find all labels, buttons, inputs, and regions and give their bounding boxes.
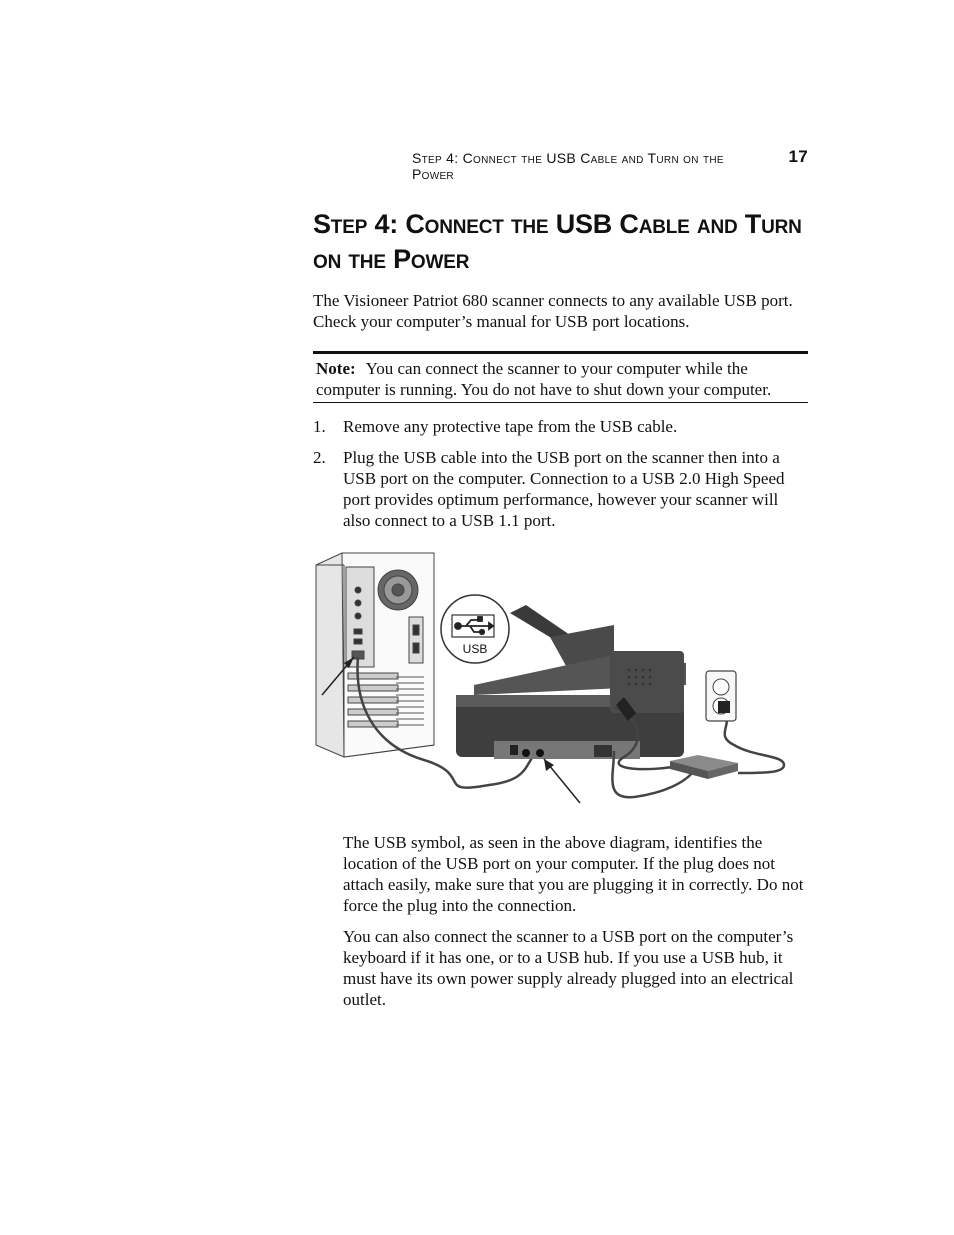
usb-label: USB: [462, 642, 488, 656]
page-number: 17: [788, 147, 808, 166]
power-adapter-icon: [670, 755, 738, 779]
intro-paragraph: The Visioneer Patriot 680 scanner connects to any available USB port. Check your computer’s manual for USB port locations.: [313, 291, 793, 331]
wall-outlet-icon: [706, 671, 736, 721]
step-number: 1.: [313, 417, 326, 436]
usb-symbol-paragraph: The USB symbol, as seen in the above diagram, identifies the location of the USB port on your computer. If the plug does not attach easily, make sure that you are plugging it in correctly. Do not force the plug into the connection.: [343, 833, 804, 915]
step-text: Remove any protective tape from the USB cable.: [343, 417, 678, 436]
running-title: Step 4: Connect the USB Cable and Turn on the Power: [412, 150, 724, 182]
note-label: Note:: [316, 359, 356, 378]
usb-symbol-callout: [441, 595, 509, 663]
step-number: 2.: [313, 448, 326, 467]
section-title: Step 4: Connect the USB Cable and Turn on the Power: [313, 209, 802, 274]
connection-diagram: [314, 545, 794, 807]
note-text: You can connect the scanner to your computer while the computer is running. You do not have to shut down your computer.: [316, 359, 772, 399]
running-header: [412, 147, 808, 182]
note-box: [313, 351, 808, 403]
step-text: Plug the USB cable into the USB port on the scanner then into a USB port on the computer. Connection to a USB 2.0 High Speed port provides optimum performance, however your scanner will also connect to a USB 1.1 port.: [343, 448, 785, 530]
usb-hub-paragraph: You can also connect the scanner to a USB port on the computer’s keyboard if it has one, or to a USB hub. If you use a USB hub, it must have its own power supply already plugged into an electrical outlet.: [343, 927, 794, 1009]
